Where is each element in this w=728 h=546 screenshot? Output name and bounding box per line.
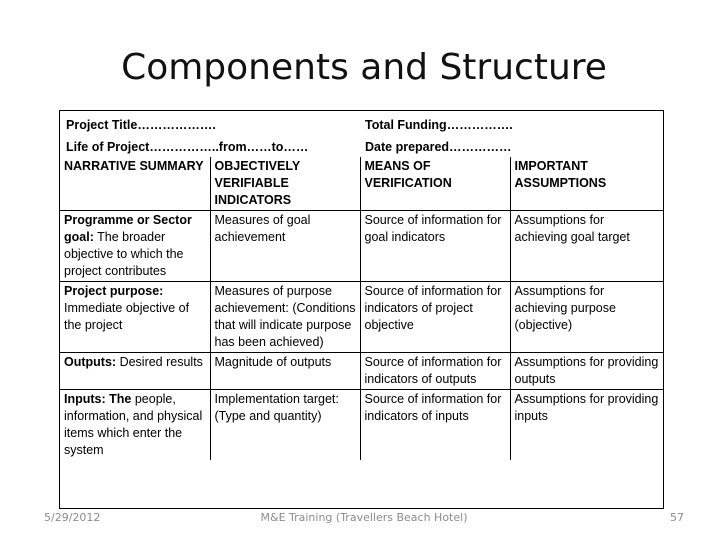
assumptions-cell: Assumptions for providing outputs	[510, 353, 663, 390]
indicators-cell: Measures of goal achievement	[210, 211, 360, 282]
table-row-goal	[60, 211, 663, 282]
footer-caption: M&E Training (Travellers Beach Hotel)	[260, 511, 468, 524]
verification-cell: Source of information for indicators of inputs	[360, 390, 510, 461]
indicators-cell: Measures of purpose achievement: (Conditions that will indicate purpose has been achieved)	[210, 282, 360, 353]
table-row-inputs	[60, 390, 663, 461]
narrative-cell	[60, 211, 210, 282]
narrative-cell	[60, 390, 210, 461]
slide-title: Components and Structure	[121, 47, 607, 88]
narrative-label: Outputs:	[64, 355, 117, 369]
indicators-cell: Magnitude of outputs	[210, 353, 360, 390]
column-header-assumptions: IMPORTANT ASSUMPTIONS	[510, 157, 663, 211]
column-header-verification: MEANS OF VERIFICATION	[360, 157, 510, 211]
verification-cell: Source of information for indicators of project objective	[360, 282, 510, 353]
column-header-narrative: NARRATIVE SUMMARY	[60, 157, 210, 211]
verification-cell: Source of information for goal indicators	[360, 211, 510, 282]
assumptions-cell: Assumptions for achieving purpose (objective)	[510, 282, 663, 353]
logframe-matrix	[59, 110, 664, 509]
narrative-text: Immediate objective of the project	[64, 301, 190, 332]
narrative-cell	[60, 282, 210, 353]
verification-cell: Source of information for indicators of outputs	[360, 353, 510, 390]
page-number: 57	[670, 511, 684, 524]
table-row-outputs	[60, 353, 663, 390]
narrative-label: Programme or Sector goal:	[64, 213, 192, 244]
logframe-table	[60, 157, 663, 460]
narrative-label: Inputs: The	[64, 392, 132, 406]
narrative-cell	[60, 353, 210, 390]
total-funding-field: Total Funding…………….	[365, 118, 513, 132]
narrative-text: Desired results	[119, 355, 203, 369]
date-prepared-field: Date prepared……………	[365, 140, 512, 154]
assumptions-cell: Assumptions for providing inputs	[510, 390, 663, 461]
indicators-cell: Implementation target: (Type and quantity)	[210, 390, 360, 461]
narrative-text: The broader objective to which the project contributes	[64, 230, 184, 278]
narrative-label: Project purpose:	[64, 284, 164, 298]
column-header-indicators: OBJECTIVELY VERIFIABLE INDICATORS	[210, 157, 360, 211]
project-title-field: Project Title……………….	[66, 118, 216, 132]
assumptions-cell: Assumptions for achieving goal target	[510, 211, 663, 282]
table-header-row	[60, 157, 663, 211]
table-row-purpose	[60, 282, 663, 353]
life-of-project-field: Life of Project……………..from……to……	[66, 140, 309, 154]
narrative-text: people, information, and physical items which enter the system	[64, 392, 203, 457]
footer-date: 5/29/2012	[44, 511, 101, 524]
